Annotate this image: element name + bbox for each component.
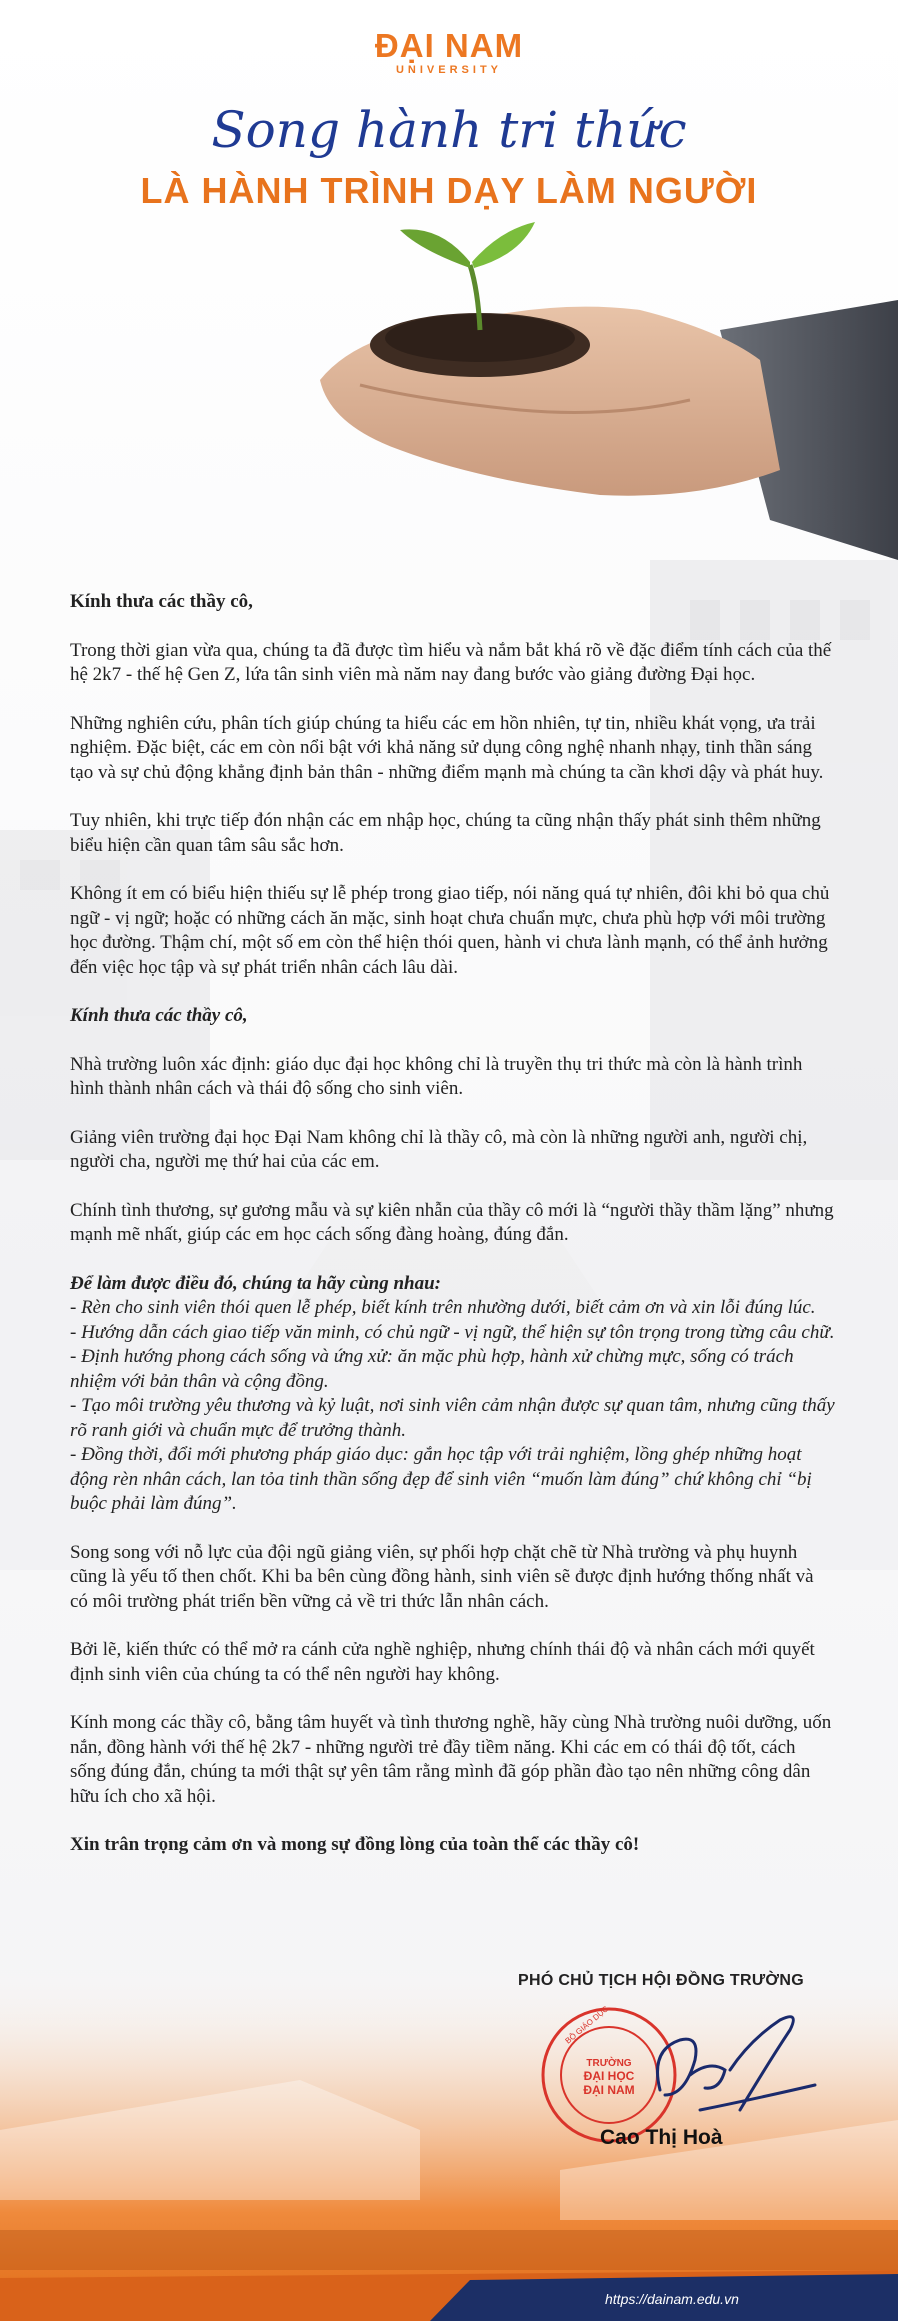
paragraph: Bởi lẽ, kiến thức có thể mở ra cánh cửa nghề nghiệp, nhưng chính thái độ và nhân cách mới quyết định sinh viên của chúng ta có thể nên người hay không. — [70, 1639, 815, 1685]
hero-headline: LÀ HÀNH TRÌNH DẠY LÀM NGƯỜI — [140, 170, 758, 211]
paragraph: Kính mong các thầy cô, bằng tâm huyết và tình thương nghề, hãy cùng Nhà trường nuôi dưỡng, uốn nắn, đồng hành với thế hệ 2k7 - những người trẻ đầy tiềm năng. Khi các em có thái độ tốt, cách sống đúng đắn, chúng ta mới thật sự yên tâm rằng mình đã góp phần đào tạo nên những công dân hữu ích cho xã hội. — [70, 1712, 832, 1807]
list-item: - Hướng dẫn cách giao tiếp văn minh, có chủ ngữ - vị ngữ, thể hiện sự tôn trọng trong từng câu chữ. — [70, 1321, 835, 1343]
paragraph: Không ít em có biểu hiện thiếu sự lễ phép trong giao tiếp, nói năng quá tự nhiên, đôi khi bỏ qua chủ ngữ - vị ngữ; hoặc có những cách ăn mặc, sinh hoạt chưa chuẩn mực, chưa phù hợp với môi trường học đường. Thậm chí, một số em còn thể hiện thói quen, hành vi chưa lành mạnh, có thể ảnh hưởng đến việc học tập và sự phát triển nhân cách lâu dài. — [70, 883, 830, 978]
svg-text:BỘ GIÁO DỤC: BỘ GIÁO DỤC — [563, 2004, 611, 2046]
svg-text:TRƯỜNG: TRƯỜNG — [586, 2058, 632, 2069]
closing-line: Xin trân trọng cảm ơn và mong sự đồng lòng của toàn thể các thầy cô! — [70, 1834, 640, 1855]
paragraph: Nhà trường luôn xác định: giáo dục đại học không chỉ là truyền thụ tri thức mà còn là hành trình hình thành nhân cách và thái độ sống cho sinh viên. — [70, 1053, 803, 1099]
list-item: - Định hướng phong cách sống và ứng xử: ăn mặc phù hợp, hành xử chừng mực, sống có trách nhiệm với bản thân và cộng đồng. — [70, 1346, 794, 1392]
website-link[interactable]: https://dainam.edu.vn — [605, 2291, 739, 2307]
handwritten-signature — [640, 2000, 820, 2120]
paragraph: Chính tình thương, sự gương mẫu và sự kiên nhẫn của thầy cô mới là “người thầy thầm lặng” nhưng mạnh mẽ nhất, giúp các em học cách sống đàng hoàng, đúng đắn. — [70, 1199, 834, 1245]
paragraph: Những nghiên cứu, phân tích giúp chúng ta hiểu các em hồn nhiên, tự tin, nhiều khát vọng, ưa trải nghiệm. Đặc biệt, các em còn nổi bật với khả năng sử dụng công nghệ nhanh nhạy, tinh thần sáng tạo và sự chủ động khẳng định bản thân - những điểm mạnh mà chúng ta cần khơi dậy và phát huy. — [70, 712, 824, 783]
logo[interactable] — [0, 28, 898, 76]
list-item: - Tạo môi trường yêu thương và kỷ luật, nơi sinh viên cảm nhận được sự quan tâm, nhưng cũng thấy rõ ranh giới và chuẩn mực để trưởng thành. — [70, 1395, 835, 1441]
hero-script-title: Song hành tri thức — [211, 101, 687, 159]
paragraph: Giảng viên trường đại học Đại Nam không chỉ là thầy cô, mà còn là những người anh, người chị, người cha, người mẹ thứ hai của các em. — [70, 1126, 808, 1172]
signatory-title: PHÓ CHỦ TỊCH HỘI ĐỒNG TRƯỜNG — [518, 1972, 804, 1989]
action-list — [70, 1272, 835, 1517]
svg-text:ĐẠI HỌC: ĐẠI HỌC — [583, 2069, 635, 2083]
action-list-heading: Để làm được điều đó, chúng ta hãy cùng nhau: — [70, 1272, 442, 1294]
paragraph: Tuy nhiên, khi trực tiếp đón nhận các em nhập học, chúng ta cũng nhận thấy phát sinh thêm những biểu hiện cần quan tâm sâu sắc hơn. — [70, 810, 821, 856]
list-item: - Đồng thời, đổi mới phương pháp giáo dục: gắn học tập với trải nghiệm, lồng ghép những hoạt động rèn nhân cách, lan tỏa tinh thần sống đẹp để sinh viên “muốn làm đúng” chứ không chỉ “bị buộc phải làm đúng”. — [70, 1444, 812, 1514]
salutation: Kính thưa các thầy cô, — [70, 591, 253, 612]
logo-subtitle: UNIVERSITY — [395, 64, 502, 76]
signatory-name: Cao Thị Hoà — [600, 2126, 723, 2149]
salutation: Kính thưa các thầy cô, — [70, 1005, 248, 1026]
svg-text:ĐẠI NAM: ĐẠI NAM — [583, 2083, 635, 2097]
letter-body — [70, 590, 835, 1882]
logo-wordmark: ĐẠI NAM — [374, 27, 524, 64]
list-item: - Rèn cho sinh viên thói quen lễ phép, biết kính trên nhường dưới, biết cảm ơn và xin lỗi đúng lúc. — [70, 1297, 816, 1318]
paragraph: Trong thời gian vừa qua, chúng ta đã được tìm hiểu và nắm bắt khá rõ về đặc điểm tính cách của thế hệ 2k7 - thế hệ Gen Z, lứa tân sinh viên mà năm nay đang bước vào giảng đường Đại học. — [70, 639, 832, 685]
paragraph: Song song với nỗ lực của đội ngũ giảng viên, sự phối hợp chặt chẽ từ Nhà trường và phụ huynh cũng là yếu tố then chốt. Khi ba bên cùng đồng hành, sinh viên sẽ được định hướng thống nhất và có môi trường phát triển bền vững cả về tri thức lẫn nhân cách. — [70, 1541, 814, 1612]
